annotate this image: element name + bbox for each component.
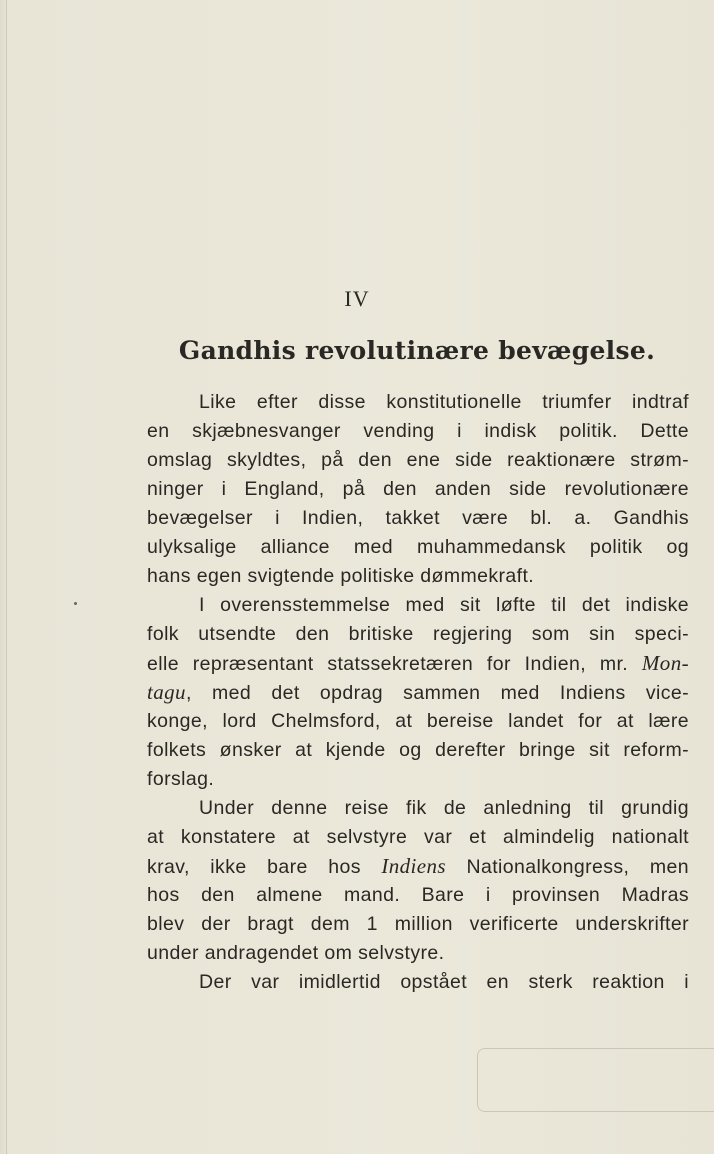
chapter-number: IV (344, 286, 370, 311)
text-line (147, 649, 689, 678)
text-line (147, 678, 689, 707)
ink-speck (74, 602, 77, 605)
text-line: omslag skyldtes, på den ene side reaktionære strøm- (147, 449, 689, 471)
text-line: hans egen svigtende politiske dømmekraft. (147, 565, 535, 587)
text-segment: , med det opdrag sammen med Indiens vice- (185, 682, 689, 704)
text-line: folkets ønsker at kjende og derefter bringe sit reform- (147, 739, 689, 761)
text-line: blev der bragt dem 1 million verificerte underskrifter (147, 913, 689, 935)
text-line: folk utsendte den britiske regjering som sin speci- (147, 623, 689, 645)
text-segment: Nationalkongress, men (445, 856, 689, 878)
text-line: Der var imidlertid opstået en sterk reaktion i (199, 971, 689, 993)
library-stamp-outline (477, 1048, 714, 1112)
text-segment: krav, ikke bare hos (147, 856, 382, 878)
text-line (147, 852, 689, 881)
page-edge (6, 0, 7, 1154)
text-line: en skjæbnesvanger vending i indisk politik. Dette (147, 420, 689, 442)
italic-name: tagu (147, 680, 186, 704)
text-line: Under denne reise fik de anledning til grundig (199, 797, 689, 819)
text-line: forslag. (147, 768, 215, 790)
text-line: ninger i England, på den anden side revolutionære (147, 478, 689, 500)
italic-name: Indiens (381, 854, 446, 878)
text-line: I overensstemmelse med sit løfte til det indiske (199, 594, 689, 616)
chapter-title: Gandhis revolutinære bevægelse. (178, 336, 656, 365)
italic-name: Mon- (641, 651, 689, 675)
text-line: ulyksalige alliance med muhammedansk politik og (147, 536, 689, 558)
text-line: at konstatere at selvstyre var et almindelig nationalt (147, 826, 689, 848)
text-line: under andragendet om selvstyre. (147, 942, 445, 964)
text-line: Like efter disse konstitutionelle triumfer indtraf (199, 391, 689, 413)
text-line: bevægelser i Indien, takket være bl. a. Gandhis (147, 507, 689, 529)
text-line: konge, lord Chelmsford, at bereise landet for at lære (147, 710, 689, 732)
text-segment: elle repræsentant statssekretæren for Indien, mr. (147, 653, 642, 675)
text-line: hos den almene mand. Bare i provinsen Madras (147, 884, 689, 906)
